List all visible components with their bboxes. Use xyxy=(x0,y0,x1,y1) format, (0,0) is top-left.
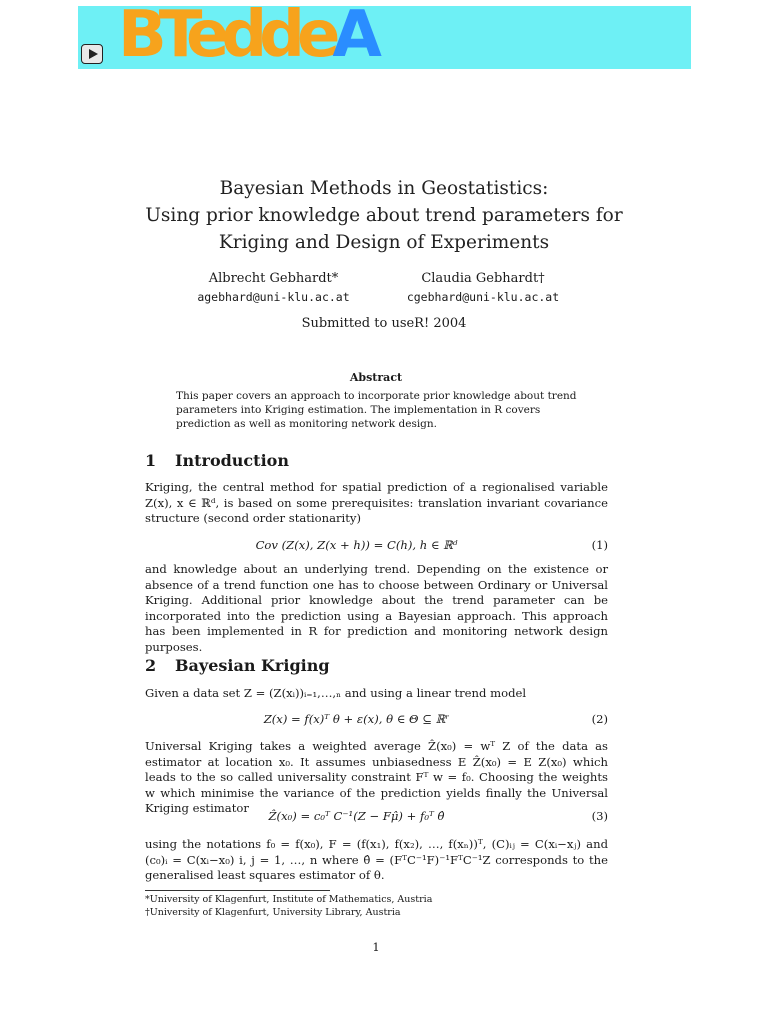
section-heading xyxy=(145,656,330,675)
footnote: †University of Klagenfurt, University Library, Austria xyxy=(145,907,401,918)
equation-number: (3) xyxy=(591,809,608,823)
section-number: 2 xyxy=(145,656,157,675)
page-number: 1 xyxy=(372,940,380,954)
toolbar-banner xyxy=(78,0,691,72)
equation-body: Ẑ(x₀) = c₀ᵀ C⁻¹(Z − Fμ̂) + f₀ᵀ θ̂ xyxy=(268,809,445,823)
app-logo: BTeddeA xyxy=(118,0,382,72)
section-number: 1 xyxy=(145,451,157,470)
paper-title xyxy=(0,175,768,256)
equation-2 xyxy=(145,711,608,727)
author-block xyxy=(388,270,578,306)
paragraph: Given a data set Z = (Z(xᵢ))ᵢ₌₁,…,ₙ and using a linear trend model xyxy=(145,686,527,700)
abstract-text: This paper covers an approach to incorporate prior knowledge about trend parameters into Kriging estimation. The implementation in R covers prediction as well as monitoring network design. xyxy=(176,390,577,430)
author-email: cgebhard@uni-klu.ac.at xyxy=(406,290,560,304)
equation-body: Cov (Z(x), Z(x + h)) = C(h), h ∈ ℝᵈ xyxy=(255,538,458,552)
footnote-rule xyxy=(145,890,330,891)
equation-1 xyxy=(145,537,608,553)
submission-note: Submitted to useR! 2004 xyxy=(301,316,467,331)
title-line: Bayesian Methods in Geostatistics: xyxy=(219,178,549,199)
title-line: Kriging and Design of Experiments xyxy=(218,232,550,253)
author-email: agebhard@uni-klu.ac.at xyxy=(197,290,350,304)
author-name: Claudia Gebhardt† xyxy=(421,271,545,286)
author-block xyxy=(186,270,361,306)
title-line: Using prior knowledge about trend parameters for xyxy=(145,205,623,226)
paragraph: Universal Kriging takes a weighted average Ẑ(x₀) = wᵀ Z of the data as estimator at location x₀. It assumes unbiasedness E Ẑ(x₀) = E Z(x₀) which leads to the so called universality constraint Fᵀ w = f₀. Choosing the weights w which minimise the variance of the prediction yields finally the Universal Kriging estimator xyxy=(145,739,608,815)
footnote: *University of Klagenfurt, Institute of Mathematics, Austria xyxy=(145,894,433,905)
section-heading xyxy=(145,451,289,470)
abstract-heading: Abstract xyxy=(349,371,403,384)
paragraph: Kriging, the central method for spatial prediction of a regionalised variable Z(x), x ∈ ℝᵈ, is based on some prerequisites: translation invariant covariance structure (second order stationarity) xyxy=(145,480,608,525)
equation-body: Z(x) = f(x)ᵀ θ + ε(x), θ ∈ Θ ⊆ ℝʳ xyxy=(263,712,450,726)
play-icon[interactable] xyxy=(81,44,103,64)
paragraph: using the notations f₀ = f(x₀), F = (f(x₁), f(x₂), …, f(xₙ))ᵀ, (C)ᵢⱼ = C(xᵢ−xⱼ) and (c₀)ᵢ = C(xᵢ−x₀) i, j = 1, …, n where θ̂ = (FᵀC⁻¹F)⁻¹FᵀC⁻¹Z corresponds to the generalised least squares estimator of θ. xyxy=(145,837,608,882)
author-name: Albrecht Gebhardt* xyxy=(208,271,339,286)
section-title: Introduction xyxy=(175,451,289,470)
equation-number: (2) xyxy=(591,712,608,726)
paragraph: and knowledge about an underlying trend. Depending on the existence or absence of a trend function one has to choose between Ordinary or Universal Kriging. Additional prior knowledge about the trend parameter can be incorporated into the prediction using a Bayesian approach. This approach has been implemented in R for prediction and monitoring network design purposes. xyxy=(145,562,608,654)
equation-number: (1) xyxy=(591,538,608,552)
section-title: Bayesian Kriging xyxy=(175,656,330,675)
equation-3 xyxy=(145,808,608,824)
